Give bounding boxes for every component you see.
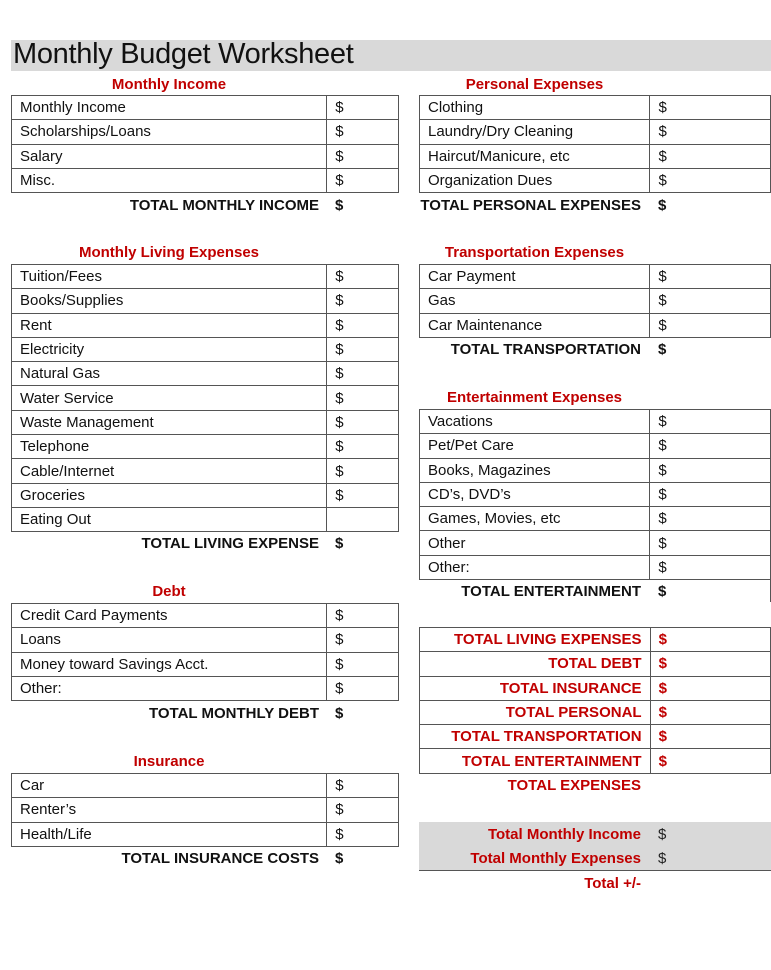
row-label: Waste Management (12, 410, 327, 434)
amount-input[interactable]: $ (327, 386, 399, 410)
amount-input[interactable]: $ (327, 774, 399, 798)
row-label: Clothing (420, 96, 650, 120)
row-label: Eating Out (12, 507, 327, 531)
table-row (420, 313, 771, 337)
row-label: Other: (12, 676, 327, 700)
row-label: Groceries (12, 483, 327, 507)
table-row (420, 700, 771, 724)
amount-input[interactable]: $ (327, 337, 399, 361)
page-title: Monthly Budget Worksheet (13, 38, 354, 70)
row-label: Telephone (12, 435, 327, 459)
total-label: TOTAL MONTHLY DEBT (148, 705, 319, 722)
insurance-table (11, 773, 399, 847)
amount-input[interactable]: $ (327, 822, 399, 846)
row-label: Car (12, 774, 327, 798)
personal-expenses-heading: Personal Expenses (465, 76, 604, 93)
table-row (420, 96, 771, 120)
table-row (12, 265, 399, 289)
summary-amount[interactable]: $ (650, 628, 770, 652)
table-row (420, 410, 771, 434)
row-label: Natural Gas (12, 362, 327, 386)
row-label: Water Service (12, 386, 327, 410)
table-row (12, 362, 399, 386)
summary-amount[interactable]: $ (650, 652, 770, 676)
row-label: Electricity (12, 337, 327, 361)
table-row (420, 507, 771, 531)
total-label: TOTAL LIVING EXPENSE (141, 535, 319, 552)
row-label: Laundry/Dry Cleaning (420, 120, 650, 144)
row-label: Tuition/Fees (12, 265, 327, 289)
transportation-heading: Transportation Expenses (444, 244, 625, 261)
table-row (420, 265, 771, 289)
transportation-table (419, 264, 771, 338)
row-label: Loans (12, 628, 327, 652)
balance-expenses-amount[interactable]: $ (658, 850, 667, 867)
table-row (12, 459, 399, 483)
summary-label: TOTAL LIVING EXPENSES (420, 628, 651, 652)
total-monthly-income-amount[interactable]: $ (335, 197, 344, 214)
living-expenses-heading: Monthly Living Expenses (78, 244, 260, 261)
amount-input[interactable]: $ (650, 265, 771, 289)
amount-input[interactable]: $ (650, 531, 771, 555)
row-label: Renter’s (12, 798, 327, 822)
row-label: Misc. (12, 168, 327, 192)
total-label: TOTAL INSURANCE COSTS (121, 850, 319, 867)
table-row (12, 386, 399, 410)
amount-input[interactable]: $ (327, 798, 399, 822)
total-personal-expenses-amount[interactable]: $ (658, 197, 667, 214)
row-label: Other (420, 531, 650, 555)
amount-input[interactable]: $ (327, 362, 399, 386)
row-label: Rent (12, 313, 327, 337)
table-row (420, 289, 771, 313)
row-label: Car Maintenance (420, 313, 650, 337)
row-label: Credit Card Payments (12, 604, 327, 628)
table-row (12, 774, 399, 798)
total-monthly-expenses-label: Total Monthly Expenses (470, 850, 641, 867)
table-row (420, 676, 771, 700)
total-label: TOTAL ENTERTAINMENT (461, 583, 641, 600)
summary-label: TOTAL ENTERTAINMENT (420, 749, 651, 773)
total-insurance-costs-amount[interactable]: $ (335, 850, 344, 867)
summary-label: TOTAL INSURANCE (420, 676, 651, 700)
summary-amount[interactable]: $ (650, 749, 770, 773)
amount-input[interactable]: $ (327, 168, 399, 192)
table-row (12, 313, 399, 337)
insurance-heading: Insurance (133, 753, 205, 770)
summary-amount[interactable]: $ (650, 676, 770, 700)
row-label: Cable/Internet (12, 459, 327, 483)
row-label: Monthly Income (12, 96, 327, 120)
summary-amount[interactable]: $ (650, 725, 770, 749)
table-row (420, 458, 771, 482)
table-row (12, 798, 399, 822)
amount-input[interactable]: $ (327, 628, 399, 652)
table-row (420, 628, 771, 652)
table-row (12, 410, 399, 434)
monthly-income-table (11, 95, 399, 193)
summary-label: TOTAL PERSONAL (420, 700, 651, 724)
row-label: CD’s, DVD’s (420, 482, 650, 506)
row-label: Scholarships/Loans (12, 120, 327, 144)
living-expenses-table (11, 264, 399, 532)
table-row (420, 652, 771, 676)
amount-input[interactable]: $ (327, 96, 399, 120)
row-label: Vacations (420, 410, 650, 434)
amount-input[interactable]: $ (650, 144, 771, 168)
amount-input[interactable]: $ (327, 120, 399, 144)
monthly-income-heading: Monthly Income (111, 76, 227, 93)
amount-input[interactable]: $ (650, 458, 771, 482)
summary-amount[interactable]: $ (650, 700, 770, 724)
total-transportation-amount[interactable]: $ (658, 341, 667, 358)
table-row (12, 676, 399, 700)
table-row (12, 483, 399, 507)
row-label: Books/Supplies (12, 289, 327, 313)
table-row (420, 434, 771, 458)
amount-input[interactable]: $ (327, 676, 399, 700)
table-row (12, 337, 399, 361)
total-living-expense-amount[interactable]: $ (335, 535, 344, 552)
debt-heading: Debt (152, 583, 186, 600)
amount-input[interactable]: $ (327, 459, 399, 483)
table-row (12, 652, 399, 676)
amount-input[interactable]: $ (327, 265, 399, 289)
amount-input[interactable]: $ (327, 604, 399, 628)
amount-input[interactable]: $ (650, 482, 771, 506)
table-row (12, 144, 399, 168)
row-label: Pet/Pet Care (420, 434, 650, 458)
total-label: TOTAL TRANSPORTATION (450, 341, 641, 358)
row-label: Car Payment (420, 265, 650, 289)
table-row (12, 168, 399, 192)
table-row (12, 435, 399, 459)
amount-input[interactable]: $ (650, 120, 771, 144)
table-row (420, 555, 771, 579)
amount-input[interactable]: $ (650, 313, 771, 337)
table-row (420, 482, 771, 506)
row-label: Haircut/Manicure, etc (420, 144, 650, 168)
summary-table (419, 627, 771, 774)
table-row (420, 531, 771, 555)
amount-input[interactable]: $ (327, 144, 399, 168)
amount-input[interactable]: $ (327, 435, 399, 459)
total-label: TOTAL PERSONAL EXPENSES (420, 197, 641, 214)
entertainment-heading: Entertainment Expenses (446, 389, 623, 406)
row-label: Money toward Savings Acct. (12, 652, 327, 676)
total-monthly-debt-amount[interactable]: $ (335, 705, 344, 722)
table-row (12, 96, 399, 120)
balance-income-amount[interactable]: $ (658, 826, 667, 843)
amount-input[interactable]: $ (327, 289, 399, 313)
table-row (12, 507, 399, 531)
summary-label: TOTAL DEBT (420, 652, 651, 676)
row-label: Books, Magazines (420, 458, 650, 482)
amount-input[interactable]: $ (650, 555, 771, 579)
amount-input[interactable]: $ (650, 507, 771, 531)
amount-input[interactable]: $ (650, 168, 771, 192)
amount-input[interactable]: $ (650, 410, 771, 434)
table-row (12, 822, 399, 846)
entertainment-table (419, 409, 771, 580)
amount-input[interactable]: $ (327, 313, 399, 337)
amount-input[interactable]: $ (650, 434, 771, 458)
table-row (420, 725, 771, 749)
table-row (12, 628, 399, 652)
table-row (420, 120, 771, 144)
table-row (12, 604, 399, 628)
table-row (420, 749, 771, 773)
row-label: Games, Movies, etc (420, 507, 650, 531)
amount-input[interactable]: $ (327, 652, 399, 676)
table-row (420, 144, 771, 168)
total-label: TOTAL MONTHLY INCOME (129, 197, 319, 214)
personal-expenses-table (419, 95, 771, 193)
row-label: Gas (420, 289, 650, 313)
summary-label: TOTAL TRANSPORTATION (420, 725, 651, 749)
total-monthly-income-label: Total Monthly Income (487, 826, 641, 843)
row-label: Other: (420, 555, 650, 579)
table-row (12, 289, 399, 313)
row-label: Health/Life (12, 822, 327, 846)
row-label: Organization Dues (420, 168, 650, 192)
amount-input[interactable]: $ (650, 289, 771, 313)
amount-input[interactable]: $ (327, 483, 399, 507)
row-label: Salary (12, 144, 327, 168)
total-entertainment-amount[interactable]: $ (658, 583, 667, 600)
net-total-label: Total +/- (584, 875, 641, 892)
total-label: TOTAL EXPENSES (507, 777, 641, 794)
table-row (420, 168, 771, 192)
debt-table (11, 603, 399, 701)
table-row (12, 120, 399, 144)
amount-input[interactable] (327, 507, 399, 531)
amount-input[interactable]: $ (650, 96, 771, 120)
amount-input[interactable]: $ (327, 410, 399, 434)
